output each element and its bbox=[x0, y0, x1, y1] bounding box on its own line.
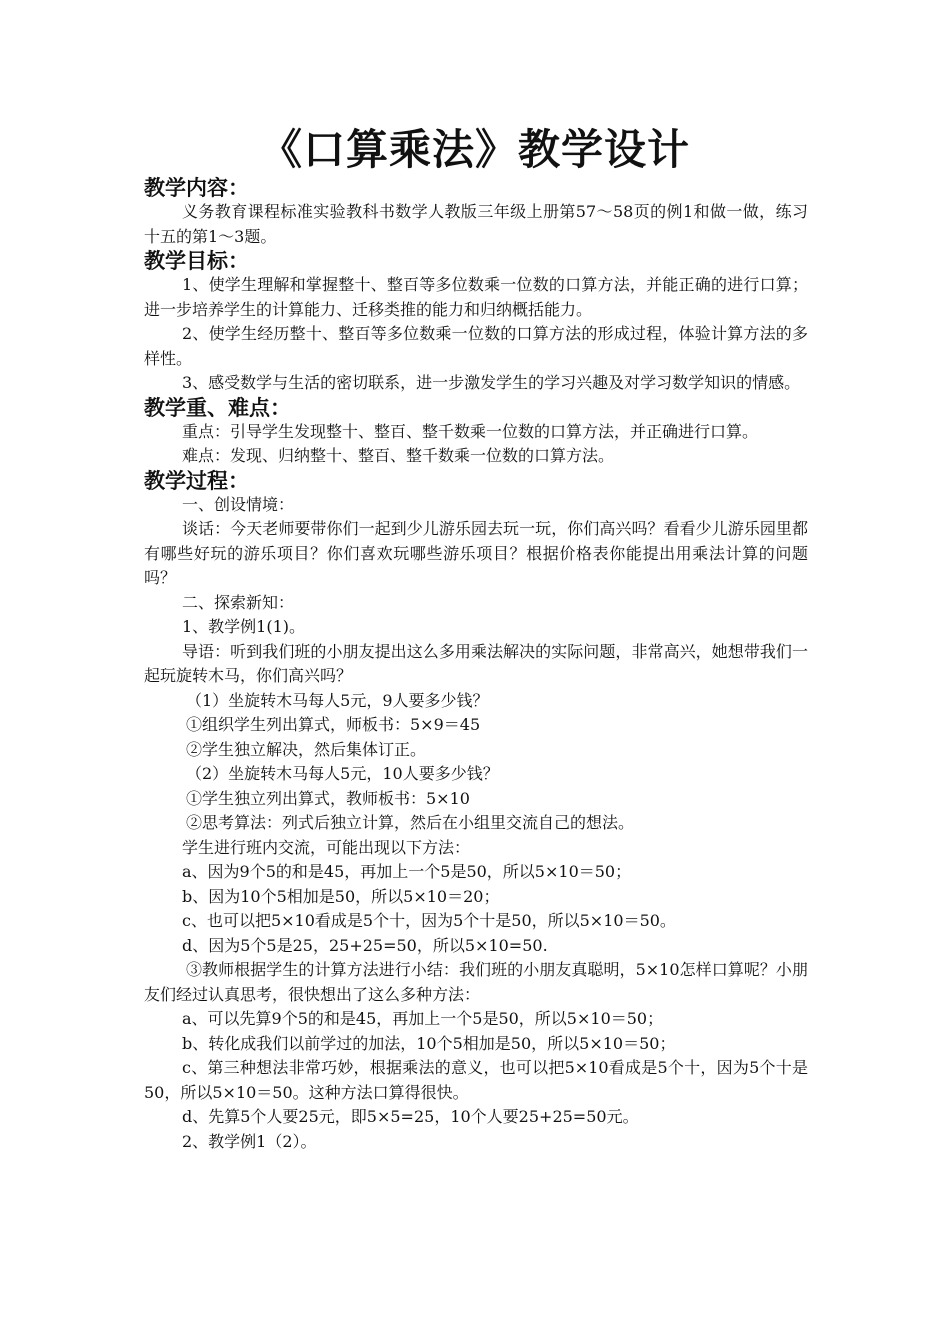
paragraph: 难点：发现、归纳整十、整百、整千数乘一位数的口算方法。 bbox=[182, 446, 615, 465]
paragraph: 义务教育课程标准实验教科书数学人教版三年级上册第57～58页的例1和做一做，练习十五的第1～3题。 bbox=[144, 202, 808, 246]
heading-key-points: 教学重、难点： bbox=[144, 395, 291, 420]
paragraph: b、因为10个5相加是50，所以5×10＝20； bbox=[182, 886, 500, 906]
paragraph: c、也可以把5×10看成是5个十，因为5个十是50，所以5×10＝50。 bbox=[182, 911, 676, 930]
document-title: 《口算乘法》教学设计 bbox=[259, 125, 690, 174]
paragraph: ①学生独立列出算式，教师板书：5×10 bbox=[186, 788, 470, 808]
paragraph: d、因为5个5是25，25+25=50，所以5×10=50. bbox=[182, 935, 548, 955]
paragraph: 2、教学例1（2）。 bbox=[182, 1131, 317, 1151]
heading-process: 教学过程： bbox=[144, 468, 249, 493]
paragraph: 3、感受数学与生活的密切联系，进一步激发学生的学习兴趣及对学习数学知识的情感。 bbox=[182, 373, 801, 392]
paragraph: ②学生独立解决，然后集体订正。 bbox=[186, 739, 427, 759]
paragraph: 二、探索新知： bbox=[182, 592, 295, 612]
paragraph: b、转化成我们以前学过的加法，10个5相加是50，所以5×10＝50； bbox=[182, 1033, 676, 1053]
paragraph: （1）坐旋转木马每人5元，9人要多少钱？ bbox=[186, 690, 489, 710]
paragraph: d、先算5个人要25元，即5×5=25，10个人要25+25=50元。 bbox=[182, 1107, 639, 1126]
paragraph: 谈话：今天老师要带你们一起到少儿游乐园去玩一玩，你们高兴吗？看看少儿游乐园里都有哪些好玩的游乐项目？你们喜欢玩哪些游乐项目？根据价格表你能提出用乘法计算的问题吗？ bbox=[144, 519, 808, 587]
paragraph: 1、使学生理解和掌握整十、整百等多位数乘一位数的口算方法，并能正确的进行口算；进一步培养学生的计算能力、迁移类推的能力和归纳概括能力。 bbox=[144, 275, 808, 319]
paragraph: （2）坐旋转木马每人5元，10人要多少钱？ bbox=[186, 764, 499, 783]
heading-content: 教学内容： bbox=[144, 176, 249, 200]
paragraph: 重点：引导学生发现整十、整百、整千数乘一位数的口算方法，并正确进行口算。 bbox=[182, 421, 759, 441]
paragraph: 2、使学生经历整十、整百等多位数乘一位数的口算方法的形成过程，体验计算方法的多样性。 bbox=[144, 324, 808, 368]
heading-goals: 教学目标： bbox=[144, 249, 249, 273]
paragraph: 学生进行班内交流，可能出现以下方法： bbox=[182, 837, 471, 857]
paragraph: 1、教学例1(1)。 bbox=[182, 617, 306, 636]
paragraph: 一、创设情境： bbox=[182, 494, 295, 514]
paragraph: ③教师根据学生的计算方法进行小结：我们班的小朋友真聪明，5×10怎样口算呢？小朋友们经过认真思考，很快想出了这么多种方法： bbox=[144, 960, 808, 1004]
paragraph: c、第三种想法非常巧妙，根据乘法的意义，也可以把5×10看成是5个十，因为5个十是50，所以5×10＝50。这种方法口算得很快。 bbox=[144, 1058, 808, 1102]
paragraph: a、可以先算9个5的和是45，再加上一个5是50，所以5×10＝50； bbox=[182, 1009, 664, 1028]
paragraph: a、因为9个5的和是45，再加上一个5是50，所以5×10＝50； bbox=[182, 862, 632, 881]
paragraph: 导语：听到我们班的小朋友提出这么多用乘法解决的实际问题，非常高兴，她想带我们一起玩旋转木马，你们高兴吗？ bbox=[144, 641, 808, 685]
paragraph: ②思考算法：列式后独立计算，然后在小组里交流自己的想法。 bbox=[186, 813, 635, 832]
paragraph: ①组织学生列出算式，师板书：5×9＝45 bbox=[186, 715, 481, 734]
document-body bbox=[144, 176, 808, 1154]
